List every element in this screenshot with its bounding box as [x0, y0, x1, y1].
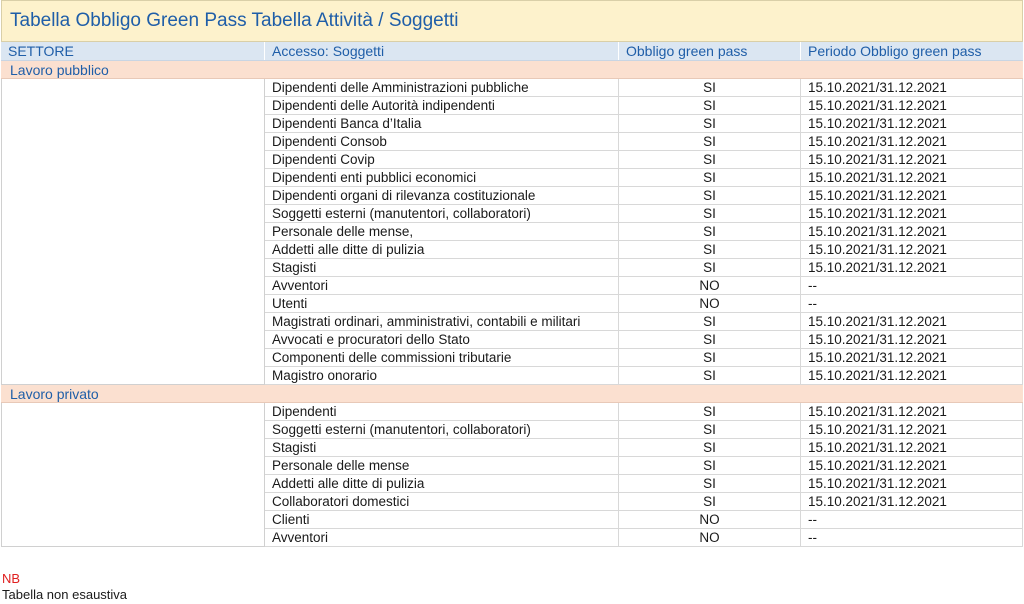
table-row — [265, 187, 1023, 205]
periodo-cell: 15.10.2021/31.12.2021 — [801, 313, 1023, 330]
table-row — [265, 115, 1023, 133]
green-pass-table — [1, 0, 1023, 547]
header-settore: SETTORE — [1, 42, 265, 60]
obbligo-cell: SI — [619, 241, 801, 258]
obbligo-cell: SI — [619, 421, 801, 438]
soggetto-cell: Clienti — [265, 511, 619, 528]
soggetto-cell: Componenti delle commissioni tributarie — [265, 349, 619, 366]
periodo-cell: 15.10.2021/31.12.2021 — [801, 79, 1023, 96]
table-row — [265, 169, 1023, 187]
soggetto-cell: Dipendenti delle Amministrazioni pubbliche — [265, 79, 619, 96]
soggetto-cell: Stagisti — [265, 439, 619, 456]
table-row — [265, 259, 1023, 277]
periodo-cell: 15.10.2021/31.12.2021 — [801, 97, 1023, 114]
obbligo-cell: SI — [619, 331, 801, 348]
soggetto-cell: Personale delle mense — [265, 457, 619, 474]
section-body — [1, 403, 1023, 547]
table-row — [265, 97, 1023, 115]
nb-label: NB — [2, 571, 21, 586]
periodo-cell: 15.10.2021/31.12.2021 — [801, 205, 1023, 222]
obbligo-cell: SI — [619, 79, 801, 96]
periodo-cell: -- — [801, 295, 1023, 312]
soggetto-cell: Dipendenti enti pubblici economici — [265, 169, 619, 186]
periodo-cell: 15.10.2021/31.12.2021 — [801, 331, 1023, 348]
periodo-cell: 15.10.2021/31.12.2021 — [801, 421, 1023, 438]
obbligo-cell: SI — [619, 151, 801, 168]
periodo-cell: 15.10.2021/31.12.2021 — [801, 493, 1023, 510]
soggetto-cell: Soggetti esterni (manutentori, collaboratori) — [265, 421, 619, 438]
section-body — [1, 79, 1023, 385]
table-row — [265, 241, 1023, 259]
periodo-cell: 15.10.2021/31.12.2021 — [801, 439, 1023, 456]
obbligo-cell: SI — [619, 349, 801, 366]
soggetto-cell: Soggetti esterni (manutentori, collaboratori) — [265, 205, 619, 222]
periodo-cell: -- — [801, 511, 1023, 528]
soggetto-cell: Dipendenti Covip — [265, 151, 619, 168]
table-row — [265, 133, 1023, 151]
table-row — [265, 205, 1023, 223]
obbligo-cell: SI — [619, 169, 801, 186]
table-row — [265, 511, 1023, 529]
soggetto-cell: Addetti alle ditte di pulizia — [265, 241, 619, 258]
obbligo-cell: SI — [619, 403, 801, 420]
obbligo-cell: SI — [619, 493, 801, 510]
obbligo-cell: SI — [619, 133, 801, 150]
table-row — [265, 403, 1023, 421]
obbligo-cell: SI — [619, 259, 801, 276]
soggetto-cell: Avventori — [265, 277, 619, 294]
obbligo-cell: NO — [619, 295, 801, 312]
note-text: Tabella non esaustiva — [2, 587, 128, 602]
table-row — [265, 349, 1023, 367]
table-title: Tabella Obbligo Green Pass Tabella Attività / Soggetti — [1, 0, 1023, 42]
header-accesso-soggetti: Accesso: Soggetti — [265, 42, 619, 60]
obbligo-cell: SI — [619, 313, 801, 330]
soggetto-cell: Avventori — [265, 529, 619, 546]
table-row — [265, 79, 1023, 97]
periodo-cell: 15.10.2021/31.12.2021 — [801, 349, 1023, 366]
obbligo-cell: NO — [619, 511, 801, 528]
periodo-cell: -- — [801, 529, 1023, 546]
soggetto-cell: Dipendenti organi di rilevanza costituzionale — [265, 187, 619, 204]
obbligo-cell: SI — [619, 205, 801, 222]
periodo-cell: 15.10.2021/31.12.2021 — [801, 241, 1023, 258]
soggetto-cell: Addetti alle ditte di pulizia — [265, 475, 619, 492]
periodo-cell: 15.10.2021/31.12.2021 — [801, 133, 1023, 150]
periodo-cell: 15.10.2021/31.12.2021 — [801, 457, 1023, 474]
soggetto-cell: Utenti — [265, 295, 619, 312]
soggetto-cell: Stagisti — [265, 259, 619, 276]
soggetto-cell: Magistro onorario — [265, 367, 619, 384]
table-row — [265, 529, 1023, 547]
settore-cell — [1, 79, 265, 385]
settore-cell — [1, 403, 265, 547]
obbligo-cell: NO — [619, 277, 801, 294]
soggetto-cell: Dipendenti — [265, 403, 619, 420]
soggetto-cell: Dipendenti Banca d’Italia — [265, 115, 619, 132]
periodo-cell: 15.10.2021/31.12.2021 — [801, 151, 1023, 168]
soggetto-cell: Magistrati ordinari, amministrativi, contabili e militari — [265, 313, 619, 330]
table-body — [1, 61, 1023, 547]
section-header: Lavoro pubblico — [1, 61, 1023, 79]
table-row — [265, 475, 1023, 493]
soggetto-cell: Avvocati e procuratori dello Stato — [265, 331, 619, 348]
obbligo-cell: SI — [619, 439, 801, 456]
table-row — [265, 277, 1023, 295]
soggetto-cell: Personale delle mense, — [265, 223, 619, 240]
table-row — [265, 223, 1023, 241]
table-row — [265, 331, 1023, 349]
obbligo-cell: SI — [619, 367, 801, 384]
table-row — [265, 313, 1023, 331]
notes — [2, 571, 127, 603]
obbligo-cell: SI — [619, 115, 801, 132]
table-row — [265, 439, 1023, 457]
obbligo-cell: SI — [619, 223, 801, 240]
periodo-cell: 15.10.2021/31.12.2021 — [801, 115, 1023, 132]
header-obbligo: Obbligo green pass — [619, 42, 801, 60]
table-row — [265, 295, 1023, 313]
periodo-cell: 15.10.2021/31.12.2021 — [801, 169, 1023, 186]
column-headers — [1, 42, 1023, 61]
periodo-cell: 15.10.2021/31.12.2021 — [801, 187, 1023, 204]
periodo-cell: 15.10.2021/31.12.2021 — [801, 403, 1023, 420]
table-row — [265, 457, 1023, 475]
table-row — [265, 421, 1023, 439]
obbligo-cell: SI — [619, 187, 801, 204]
periodo-cell: 15.10.2021/31.12.2021 — [801, 259, 1023, 276]
header-periodo: Periodo Obbligo green pass — [808, 43, 982, 59]
periodo-cell: 15.10.2021/31.12.2021 — [801, 367, 1023, 384]
soggetto-cell: Collaboratori domestici — [265, 493, 619, 510]
obbligo-cell: SI — [619, 457, 801, 474]
soggetto-cell: Dipendenti Consob — [265, 133, 619, 150]
obbligo-cell: NO — [619, 529, 801, 546]
soggetto-cell: Dipendenti delle Autorità indipendenti — [265, 97, 619, 114]
table-row — [265, 493, 1023, 511]
obbligo-cell: SI — [619, 97, 801, 114]
periodo-cell: -- — [801, 277, 1023, 294]
table-row — [265, 151, 1023, 169]
table-row — [265, 367, 1023, 385]
periodo-cell: 15.10.2021/31.12.2021 — [801, 475, 1023, 492]
periodo-cell: 15.10.2021/31.12.2021 — [801, 223, 1023, 240]
obbligo-cell: SI — [619, 475, 801, 492]
section-header: Lavoro privato — [1, 385, 1023, 403]
